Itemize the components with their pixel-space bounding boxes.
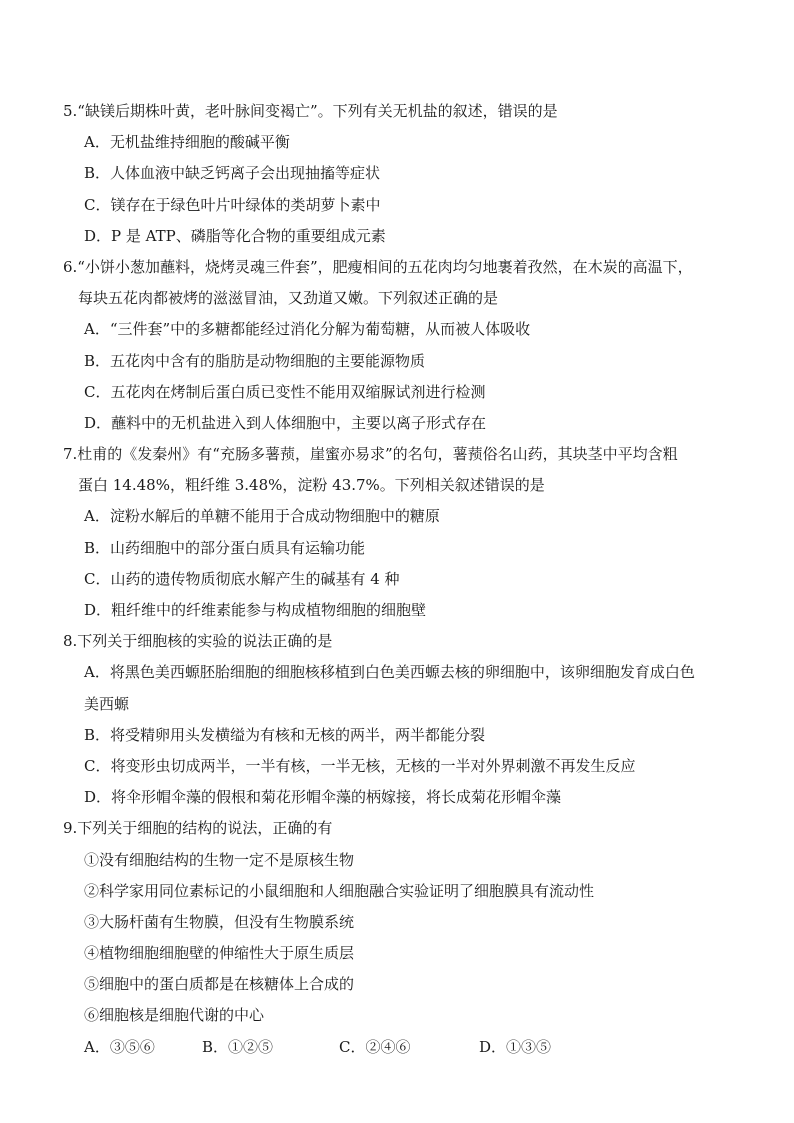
question-5-option-c: C．镁存在于绿色叶片叶绿体的类胡萝卜素中: [84, 195, 381, 214]
question-5-option-d: D．P 是 ATP、磷脂等化合物的重要组成元素: [84, 226, 386, 245]
question-9-statement-6: ⑥细胞核是细胞代谢的中心: [84, 1006, 265, 1025]
question-9-choices: [63, 1032, 743, 1063]
question-9-statement-5: ⑤细胞中的蛋白质都是在核糖体上合成的: [84, 975, 355, 994]
question-9-stem: 9.下列关于细胞的结构的说法，正确的有: [63, 819, 333, 838]
question-list: [63, 96, 743, 1063]
question-8-option-c: C．将变形虫切成两半，一半有核，一半无核，无核的一半对外界刺激不再发生反应: [84, 756, 636, 775]
question-9-choice-a: A．③⑤⑥: [84, 1037, 155, 1056]
question-9-choice-d: D．①③⑤: [479, 1037, 552, 1056]
question-9-statement-3: ③大肠杆菌有生物膜，但没有生物膜系统: [84, 912, 355, 931]
question-5-option-b: B．人体血液中缺乏钙离子会出现抽搐等症状: [84, 164, 381, 183]
question-5-option-a: A．无机盐维持细胞的酸碱平衡: [84, 133, 290, 152]
question-8-option-a-continued: 美西螈: [84, 694, 130, 713]
question-6-stem-continued: 每块五花肉都被烤的滋滋冒油，又劲道又嫩。下列叙述正确的是: [78, 289, 499, 308]
question-9-choice-c: C．②④⑥: [339, 1037, 411, 1056]
question-6-option-d: D．蘸料中的无机盐进入到人体细胞中，主要以离子形式存在: [84, 413, 487, 432]
question-7-option-c: C．山药的遗传物质彻底水解产生的碱基有 4 种: [84, 569, 400, 588]
question-8-option-d: D．将伞形帽伞藻的假根和菊花形帽伞藻的柄嫁接，将长成菊花形帽伞藻: [84, 788, 562, 807]
question-7-option-a: A．淀粉水解后的单糖不能用于合成动物细胞中的糖原: [84, 507, 440, 526]
question-7-stem-continued: 蛋白 14.48%，粗纤维 3.48%，淀粉 43.7%。下列相关叙述错误的是: [78, 476, 545, 495]
question-9-choice-b: B．①②⑤: [202, 1037, 274, 1056]
question-7-stem: 7.杜甫的《发秦州》有“充肠多薯蓣，崖蜜亦易求”的名句，薯蓣俗名山药，其块茎中平均含粗: [63, 445, 678, 464]
question-7-option-b: B．山药细胞中的部分蛋白质具有运输功能: [84, 538, 366, 557]
question-8-stem: 8.下列关于细胞核的实验的说法正确的是: [63, 632, 333, 651]
question-6-option-c: C．五花肉在烤制后蛋白质已变性不能用双缩脲试剂进行检测: [84, 382, 486, 401]
question-7-option-d: D．粗纤维中的纤维素能参与构成植物细胞的细胞壁: [84, 601, 427, 619]
question-8-option-b: B．将受精卵用头发横缢为有核和无核的两半，两半都能分裂: [84, 725, 486, 744]
question-5-stem: 5.“缺镁后期株叶黄，老叶脉间变褐亡”。下列有关无机盐的叙述，错误的是: [63, 102, 558, 120]
question-9-statement-4: ④植物细胞细胞壁的伸缩性大于原生质层: [84, 944, 355, 963]
question-9-statement-1: ①没有细胞结构的生物一定不是原核生物: [84, 850, 355, 869]
question-6-stem: 6.“小饼小葱加蘸料，烧烤灵魂三件套”，肥瘦相间的五花肉均匀地裹着孜然，在木炭的高温下，: [63, 257, 693, 276]
question-6-option-a: A．“三件套”中的多糖都能经过消化分解为葡萄糖，从而被人体吸收: [84, 320, 531, 339]
question-6-option-b: B．五花肉中含有的脂肪是动物细胞的主要能源物质: [84, 351, 426, 370]
question-8-option-a: A．将黑色美西螈胚胎细胞的细胞核移植到白色美西螈去核的卵细胞中，该卵细胞发育成白色: [84, 663, 695, 682]
question-9-statement-2: ②科学家用同位素标记的小鼠细胞和人细胞融合实验证明了细胞膜具有流动性: [84, 881, 595, 900]
